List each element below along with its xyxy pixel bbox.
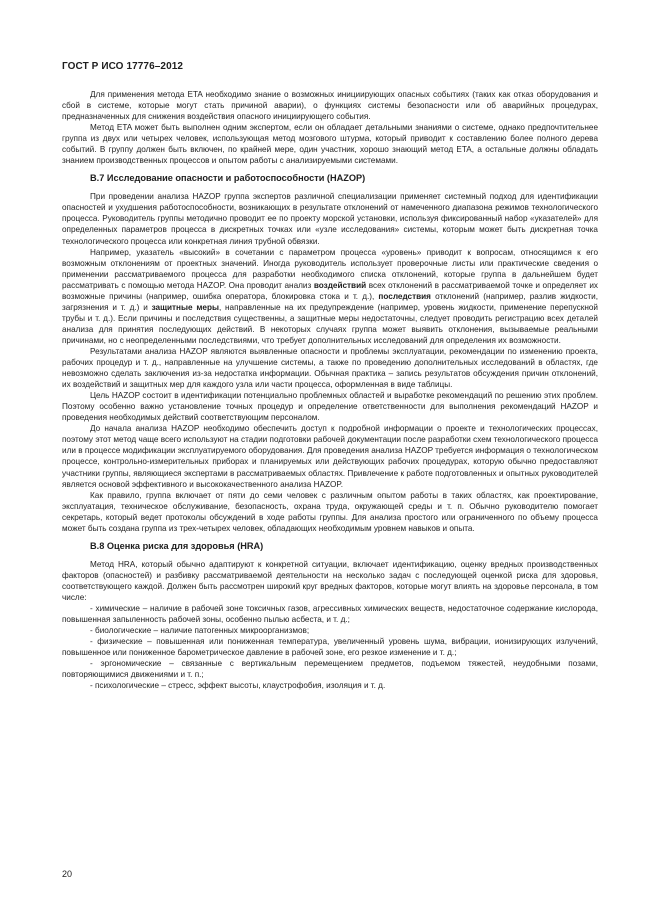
hra-paragraph-1: Метод HRA, который обычно адаптируют к конкретной ситуации, включает идентификацию, оценку вредных производственных факторов (опасностей) и разбивку рассматриваемой деятельности на несколько задач с последующей оценкой риска для здоровья, соответствующего каждой. Должен быть рассмотрен широкий круг вредных факторов, которые могут влиять на здоровье персонала, в том числе: — [62, 559, 598, 602]
list-item: - физические – повышенная или пониженная температура, увеличенный уровень шума, вибрации, ионизирующих излучений, повышенное или пониженное барометрическое давление в рабочей зоне, его резкое изменение и т. д.; — [62, 637, 598, 658]
section-heading-b8: B.8 Оценка риска для здоровья (HRA) — [90, 540, 264, 551]
hazop-paragraph-5: До начала анализа HAZOP необходимо обеспечить доступ к подробной информации о проекте и технологических процессах, поэтому этот метод чаще всего используют на стадии подготовки рабочей документации после разработки схем технологического процесса или в процессе модификации эксплуатируемого оборудования. Для проведения анализа HAZOP требуется информация о технологическом процессе, контрольно-измерительных приборах и планируемых или действующих рабочих процедурах, которую обычно предоставляют участники группы, являющиеся экспертами в рассматриваемых областях. Привлечение к работе подготовленных и опытных руководителей является основой эффективного и высококачественного анализа HAZOP. — [62, 424, 598, 489]
list-item: - психологические – стресс, эффект высоты, клаустрофобия, изоляция и т. д. — [90, 681, 386, 691]
hazop-paragraph-4: Цель HAZOP состоит в идентификации потенциально проблемных областей и выработке рекомендаций по решению этих проблем. Поэтому особенно важно установление точных процедур и определение ответственности для выполнения рекомендаций HAZOP и проведения необходимых действий соответствующим персоналом. — [62, 391, 598, 423]
list-item: - эргономические – связанные с вертикальным перемещением предметов, подъемом тяжестей, неудобными позами, повторяющимися движениями и т. п.; — [62, 659, 598, 680]
page-number: 20 — [62, 869, 73, 879]
hazop-paragraph-6: Как правило, группа включает от пяти до семи человек с различным опытом работы в таких областях, как проектирование, эксплуатация, техническое обслуживание, безопасность, охрана труда, окружающей среды и т. п. Обычно руководителю помогает секретарь, который ведет протоколы обсуждений в ходе работы группы. Для анализа простого или ограниченного по объему процесса может быть создана группа из трех-четырех человек, обладающих необходимым уровнем навыков и опыта. — [62, 490, 598, 533]
list-item: - химические – наличие в рабочей зоне токсичных газов, агрессивных химических веществ, недостаточное содержание кислорода, повышенная запыленность рабочей зоны, особенно пылью асбеста, и т. д.; — [62, 603, 598, 625]
hazop-p2-text-d: отклонений (например, разлив жидкости, загрязнения и т. д.) и — [62, 291, 599, 312]
term-protective-measures: защитные меры — [151, 302, 219, 312]
hazop-p2-text-a: Например, указатель «высокий» в сочетании с параметром процесса «уровень» приводит к вопросам, относящимся к его возможным отклонениям от проектных значений. Иногда руководитель использует проверочные листы или практические сведения о применении рассматриваемого процесса для разработки необходимого списка отклонений, которые группа в дальнейшем будет рассматривать с помощью метода HAZOP. Она проводит анализ — [62, 247, 598, 290]
hazop-p2-text-e: , направленные на их предупреждение (например, уровень жидкости, применение перепускной трубы и т. д.). Если причины и последствия существенны, а защитные меры недостаточны, следует проводить регистрацию всех деталей анализа для принятия последующих действий. В некоторых случаях группа может выявить отклонения, вызываемые реальными причинами, но с неопределенными последствиями, что требует дополнительных исследований для определения их возможности. — [62, 302, 598, 345]
hazop-paragraph-1: При проведении анализа HAZOP группа экспертов различной специализации применяет системный подход для идентификации опасностей и ухудшения работоспособности, возникающих в результате отклонений от намеченного диапазона режимов технологического процесса. Руководитель группы методично проводит ее по проекту морской установки, используя фиксированный набор «указателей» для определенных параметров процесса в дискретных точках или «узле исследования» системы, которым может быть дискретная точка технологического процесса или конкретная линия трубной обвязки. — [62, 192, 598, 246]
section-heading-b7: B.7 Исследование опасности и работоспособности (HAZOP) — [90, 173, 366, 184]
eta-paragraph-2: Метод ETA может быть выполнен одним экспертом, если он обладает детальными знаниями о системе, однако предпочтительнее группа из двух или четырех человек, использующая метод мозгового штурма, который приводит к составлению более полного дерева событий. В группу должен быть включен, по крайней мере, один участник, хорошо знающий метод ETA, а остальные должны обладать знанием производственных процессов и опытом работы с анализируемыми системами. — [62, 123, 598, 166]
document-body — [62, 89, 598, 691]
document-header: ГОСТ Р ИСО 17776–2012 — [62, 61, 184, 72]
list-item: - биологические – наличие патогенных микроорганизмов; — [90, 626, 310, 636]
hazop-paragraph-3: Результатами анализа HAZOP являются выявленные опасности и проблемы эксплуатации, рекомендации по изменению проекта, рабочих процедур и т. д., направленные на улучшение системы, а также по проведению дополнительных исследований в областях, где невозможно сделать заключения из-за недостатка информации. Обычная практика – запись результатов обсуждения причин отклонений, их воздействий и защитных мер для каждого узла или части процесса, оформленная в виде таблицы. — [62, 346, 598, 390]
hazop-p2-text-c: всех отклонений в рассматриваемой точке и определяет их возможные причины (например, ошибка оператора, блокировка стока и т. д.), — [62, 280, 598, 301]
eta-paragraph-1: Для применения метода ETA необходимо знание о возможных инициирующих опасных событиях (таких как отказ оборудования и сбой в системе, которые могут стать причиной аварии), о функциях системы безопасности или об аварийных процедурах, предназначенных для снижения воздействия опасного инициирующего события. — [62, 90, 598, 122]
term-consequences: последствия — [378, 291, 431, 301]
term-impacts: воздействий — [313, 280, 367, 290]
hazop-paragraph-2 — [62, 247, 598, 346]
